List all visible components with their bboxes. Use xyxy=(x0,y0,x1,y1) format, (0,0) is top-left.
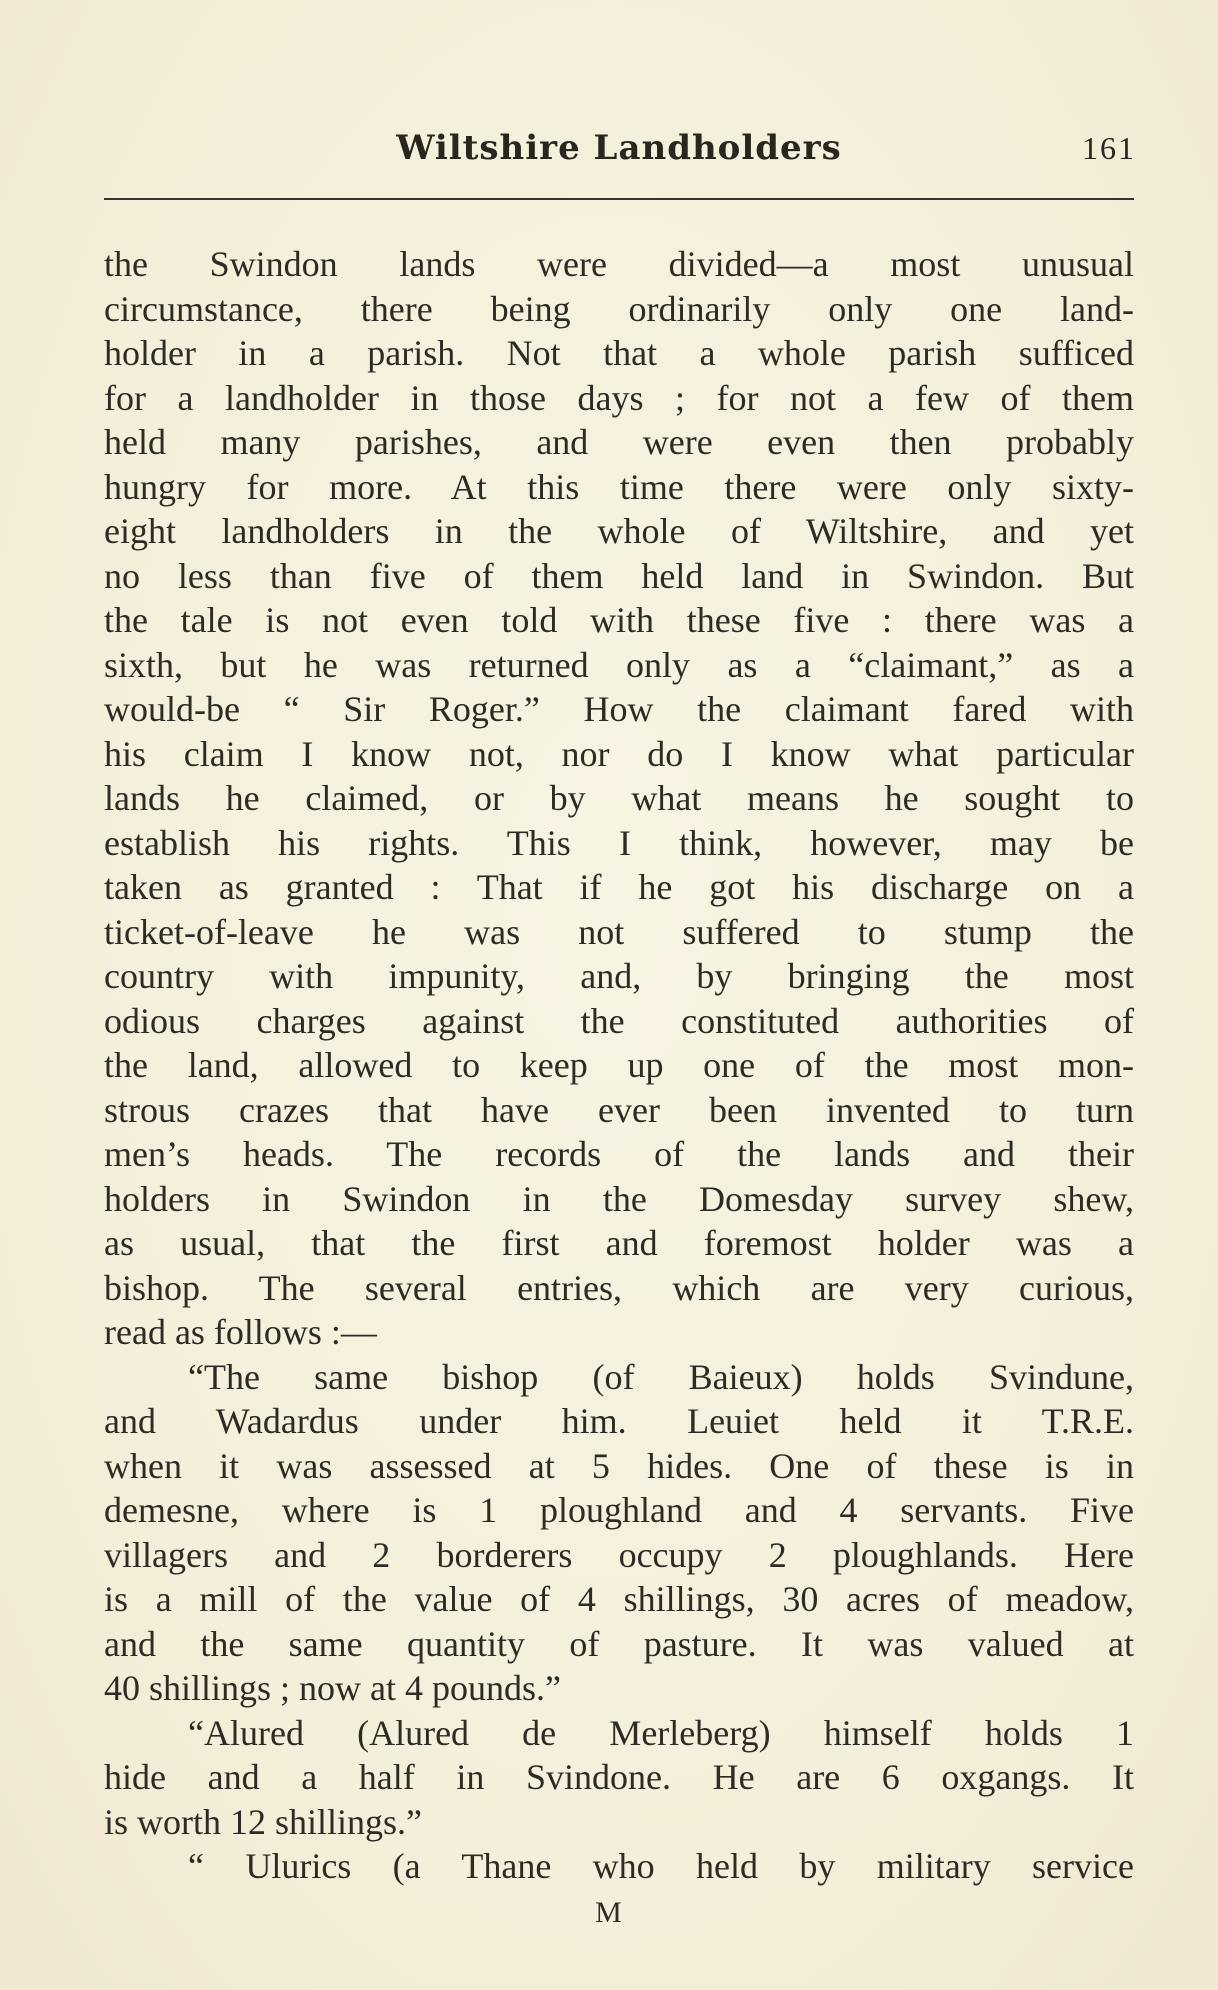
running-title: Wiltshire Landholders xyxy=(396,128,842,168)
text-line: the Swindon lands were divided—a most unusual xyxy=(104,244,1134,284)
text-line: the tale is not even told with these five : there was a xyxy=(104,600,1134,640)
page-number: 161 xyxy=(1082,130,1136,166)
text-line: eight landholders in the whole of Wiltshire, and yet xyxy=(104,511,1134,551)
text-line: holders in Swindon in the Domesday survey shew, xyxy=(104,1178,1134,1219)
text-line: bishop. The several entries, which are very curious, xyxy=(104,1267,1134,1308)
text-line: men’s heads. The records of the lands and their xyxy=(104,1134,1134,1174)
quote-line: “The same bishop (of Baieux) holds Svindune, xyxy=(188,1356,1134,1397)
text-line: strous crazes that have ever been invented to turn xyxy=(104,1089,1134,1130)
text-line: as usual, that the first and foremost holder was a xyxy=(104,1223,1134,1263)
quote-line: “Alured (Alured de Merleberg) himself holds 1 xyxy=(188,1712,1134,1753)
quote-line: 40 shillings ; now at 4 pounds.” xyxy=(104,1668,561,1708)
quote-line: is worth 12 shillings.” xyxy=(104,1801,423,1842)
body-text xyxy=(104,242,1134,1889)
text-line: lands he claimed, or by what means he sought to xyxy=(104,778,1134,818)
text-line: establish his rights. This I think, however, may be xyxy=(104,822,1134,863)
text-line: circumstance, there being ordinarily only one land- xyxy=(104,288,1134,329)
text-line: for a landholder in those days ; for not a few of them xyxy=(104,377,1134,418)
text-line: the land, allowed to keep up one of the most mon- xyxy=(104,1045,1134,1085)
text-line: odious charges against the constituted authorities of xyxy=(104,1000,1134,1041)
text-line: country with impunity, and, by bringing the most xyxy=(104,956,1134,996)
quote-line: villagers and 2 borderers occupy 2 ploughlands. Here xyxy=(104,1534,1134,1575)
quote-line: and the same quantity of pasture. It was valued at xyxy=(104,1623,1134,1664)
text-line: taken as granted : That if he got his discharge on a xyxy=(104,867,1134,907)
running-head xyxy=(104,120,1134,180)
text-line: no less than five of them held land in Swindon. But xyxy=(104,555,1134,596)
quote-line: is a mill of the value of 4 shillings, 30 acres of meadow, xyxy=(104,1579,1134,1619)
text-line: hungry for more. At this time there were only sixty- xyxy=(104,466,1134,507)
quote-line: when it was assessed at 5 hides. One of these is in xyxy=(104,1445,1134,1486)
header-rule xyxy=(104,198,1134,200)
text-line: ticket-of-leave he was not suffered to stump the xyxy=(104,911,1134,952)
quote-line: demesne, where is 1 ploughland and 4 servants. Five xyxy=(104,1490,1134,1530)
text-line: held many parishes, and were even then probably xyxy=(104,422,1134,462)
quote-line: and Wadardus under him. Leuiet held it T.R.E. xyxy=(104,1401,1134,1441)
text-line: holder in a parish. Not that a whole parish sufficed xyxy=(104,333,1134,373)
text-line: read as follows :— xyxy=(104,1312,377,1352)
quote-line: hide and a half in Svindone. He are 6 oxgangs. It xyxy=(104,1757,1134,1797)
quote-line: “ Ulurics (a Thane who held by military service xyxy=(188,1846,1134,1886)
text-line: his claim I know not, nor do I know what particular xyxy=(104,733,1134,774)
text-line: would-be “ Sir Roger.” How the claimant fared with xyxy=(104,689,1134,729)
signature-mark: M xyxy=(595,1896,623,1929)
text-line: sixth, but he was returned only as a “claimant,” as a xyxy=(104,644,1134,685)
